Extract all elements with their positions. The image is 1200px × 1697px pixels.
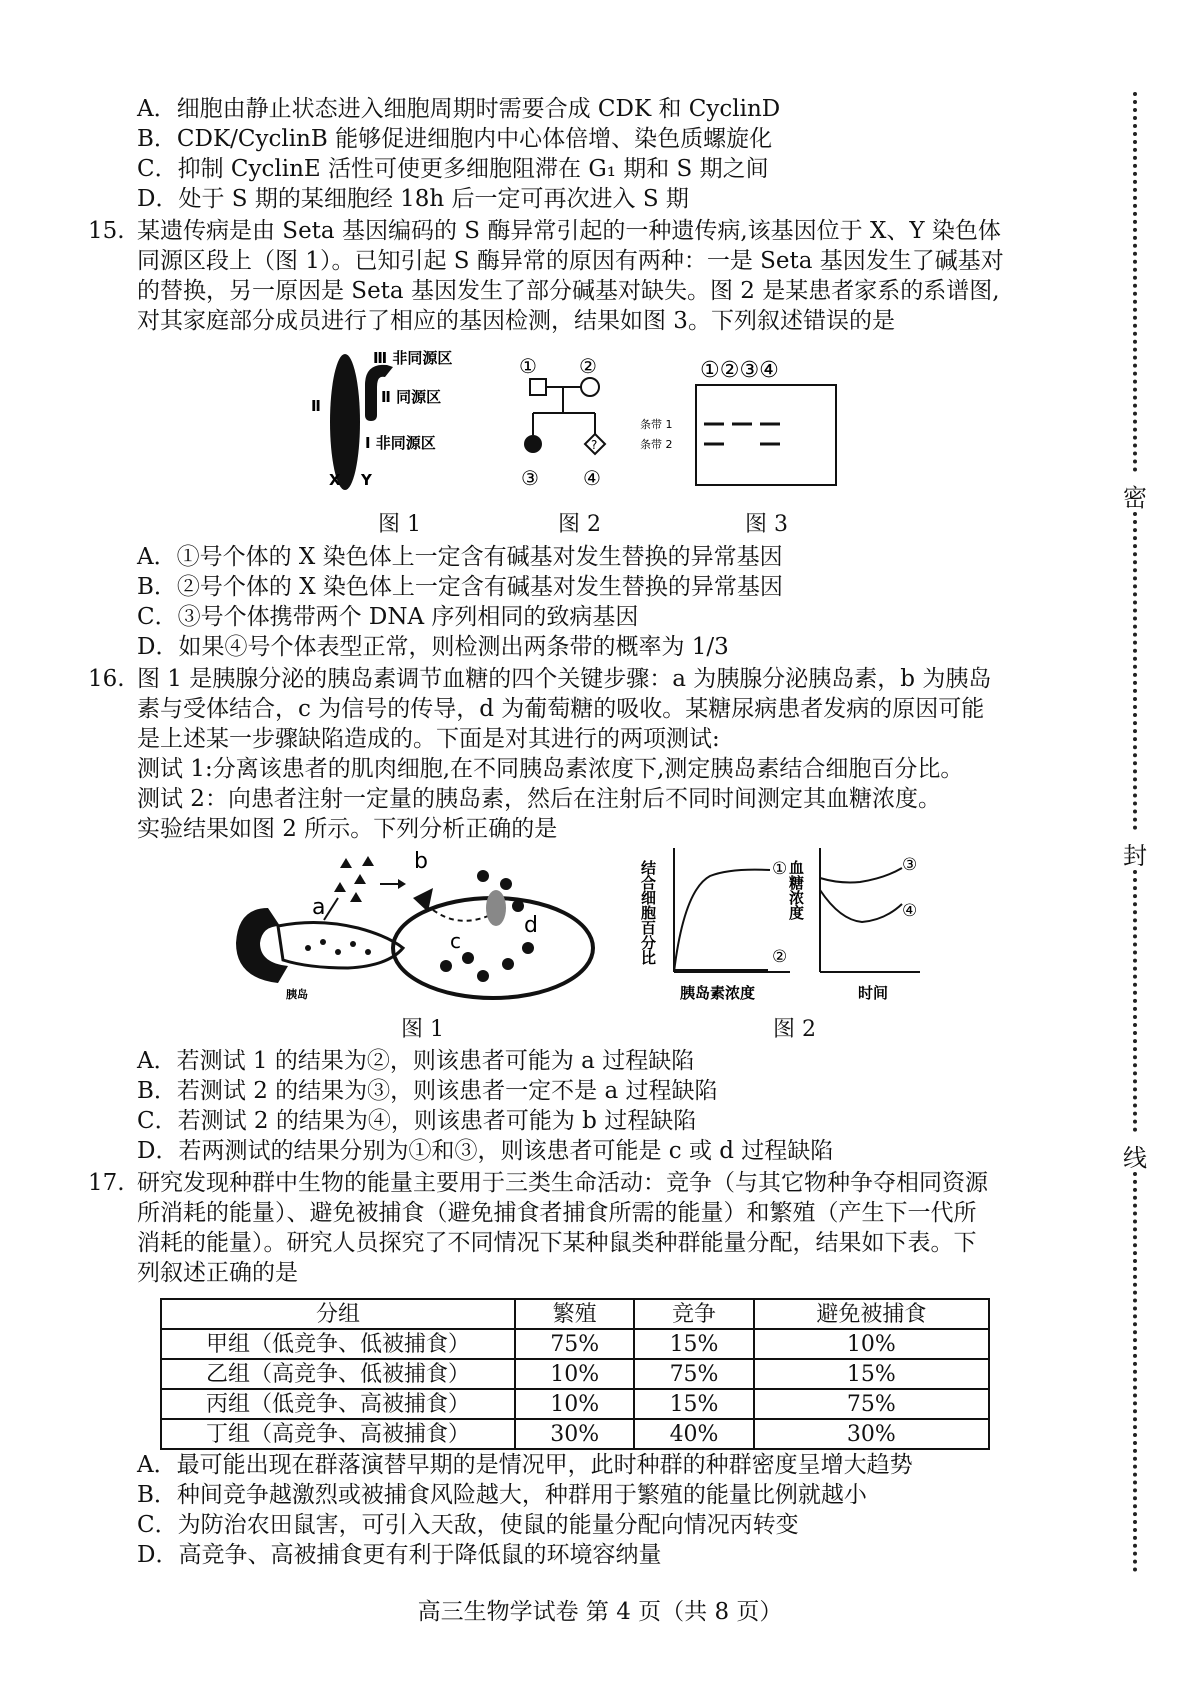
q15-fig3-gel <box>640 355 840 495</box>
q15-option-b: B．②号个体的 X 染色体上一定含有碱基对发生替换的异常基因 <box>137 574 783 600</box>
pedigree-num-2: ② <box>579 354 597 378</box>
q15-stem-2: 同源区段上（图 1）。已知引起 S 酶异常的原因有两种：一是 Seta 基因发生了碱基对 <box>137 248 1004 274</box>
table-cell: 丙组（低竞争、高被捕食） <box>161 1389 515 1419</box>
seal-char-feng: 封 <box>1123 842 1147 870</box>
right-ylabel: 血糖浓度 <box>787 860 805 920</box>
table-row <box>161 1389 989 1419</box>
x-chromosome <box>330 354 360 490</box>
table-cell: 15% <box>634 1389 753 1419</box>
pedigree-num-3: ③ <box>521 466 539 490</box>
q16-stem-5: 测试 2：向患者注射一定量的胰岛素，然后在注射后不同时间测定其血糖浓度。 <box>137 786 941 812</box>
q15-fig1-caption: 图 1 <box>378 512 421 537</box>
lane-numbers: ①②③④ <box>700 358 779 383</box>
table-cell: 乙组（高竞争、低被捕食） <box>161 1359 515 1389</box>
seal-dotted-line <box>1133 512 1141 830</box>
table-cell: 40% <box>634 1419 753 1449</box>
table-row <box>161 1359 989 1389</box>
unknown-mark: ? <box>591 438 598 452</box>
q15-stem-1: 某遗传病是由 Seta 基因编码的 S 酶异常引起的一种遗传病,该基因位于 X、Y 染色体 <box>137 218 1001 244</box>
table-cell: 15% <box>634 1329 753 1359</box>
left-curve2-label: ② <box>772 947 788 967</box>
q16-fig2-caption: 图 2 <box>773 1017 816 1042</box>
q14-option-c: C．抑制 CyclinE 活性可使更多细胞阻滞在 G₁ 期和 S 期之间 <box>137 156 769 182</box>
label-a: a <box>312 895 326 920</box>
q17-option-d: D．高竞争、高被捕食更有利于降低鼠的环境容纳量 <box>137 1542 662 1568</box>
table-header: 分组 <box>161 1299 515 1329</box>
q16-stem-2: 素与受体结合，c 为信号的传导，d 为葡萄糖的吸收。某糖尿病患者发病的原因可能 <box>137 696 985 722</box>
curve-3 <box>820 868 902 883</box>
q16-option-d: D．若两测试的结果分别为①和③，则该患者可能是 c 或 d 过程缺陷 <box>137 1138 834 1164</box>
label-x: X <box>329 471 341 489</box>
q17-stem-4: 列叙述正确的是 <box>137 1260 298 1286</box>
q17-option-b: B．种间竞争越激烈或被捕食风险越大，种群用于繁殖的能量比例就越小 <box>137 1482 867 1508</box>
q16-option-a: A．若测试 1 的结果为②，则该患者可能为 a 过程缺陷 <box>137 1048 695 1074</box>
table-cell: 10% <box>515 1359 634 1389</box>
label-pancreas: 胰岛 <box>286 988 308 1001</box>
seal-dotted-line <box>1133 1172 1141 1572</box>
table-cell: 75% <box>754 1389 989 1419</box>
pedigree-num-1: ① <box>519 354 537 378</box>
q16-option-b: B．若测试 2 的结果为③，则该患者一定不是 a 过程缺陷 <box>137 1078 718 1104</box>
left-ylabel: 结合细胞百分比 <box>639 860 657 965</box>
q17-option-a: A．最可能出现在群落演替早期的是情况甲，此时种群的种群密度呈增大趋势 <box>137 1452 913 1478</box>
q16-stem-3: 是上述某一步骤缺陷造成的。下面是对其进行的两项测试: <box>137 726 720 752</box>
table-header-row <box>161 1299 989 1329</box>
table-cell: 15% <box>754 1359 989 1389</box>
q16-stem-4: 测试 1:分离该患者的肌肉细胞,在不同胰岛素浓度下,测定胰岛素结合细胞百分比。 <box>137 756 964 782</box>
q17-number: 17. <box>88 1170 125 1196</box>
page-footer: 高三生物学试卷 第 4 页（共 8 页） <box>417 1599 783 1625</box>
curve-4 <box>820 890 902 922</box>
pedigree-num-4: ④ <box>583 466 601 490</box>
right-curve3-label: ③ <box>902 855 918 875</box>
individual-1-male <box>530 379 546 395</box>
q16-number: 16. <box>88 666 125 692</box>
q17-stem-3: 消耗的能量）。研究人员探究了不同情况下某种鼠类种群能量分配，结果如下表。下 <box>137 1230 977 1256</box>
q16-option-c: C．若测试 2 的结果为④，则该患者可能为 b 过程缺陷 <box>137 1108 697 1134</box>
insulin-molecule <box>340 858 352 868</box>
q14-option-a: A．细胞由静止状态进入细胞周期时需要合成 CDK 和 CyclinD <box>137 96 781 122</box>
label-b: b <box>414 849 428 874</box>
q15-option-c: C．③号个体携带两个 DNA 序列相同的致病基因 <box>137 604 639 630</box>
gel-frame <box>696 385 836 485</box>
q16-stem-1: 图 1 是胰腺分泌的胰岛素调节血糖的四个关键步骤：a 为胰腺分泌胰岛素，b 为胰岛 <box>137 666 992 692</box>
band-1-label: 条带 1 <box>640 418 673 431</box>
table-cell: 10% <box>754 1329 989 1359</box>
q15-number: 15. <box>88 218 125 244</box>
table-cell: 30% <box>515 1419 634 1449</box>
q16-fig1-caption: 图 1 <box>401 1017 444 1042</box>
table-cell: 30% <box>754 1419 989 1449</box>
label-c: c <box>450 929 461 953</box>
table-cell: 甲组（低竞争、低被捕食） <box>161 1329 515 1359</box>
right-xlabel: 时间 <box>858 984 889 1002</box>
pancreas-tail <box>278 922 403 968</box>
q17-stem-2: 所消耗的能量）、避免被捕食（避免捕食者捕食所需的能量）和繁殖（产生下一代所 <box>137 1200 977 1226</box>
q17-option-c: C．为防治农田鼠害，可引入天敌，使鼠的能量分配向情况丙转变 <box>137 1512 799 1538</box>
label-ii-left: Ⅱ <box>311 397 321 415</box>
seal-dotted-line <box>1133 92 1141 472</box>
table-header: 避免被捕食 <box>754 1299 989 1329</box>
q15-stem-4: 对其家庭部分成员进行了相应的基因检测，结果如图 3。下列叙述错误的是 <box>137 308 895 334</box>
q14-option-d: D．处于 S 期的某细胞经 18h 后一定可再次进入 S 期 <box>137 186 689 212</box>
q16-stem-6: 实验结果如图 2 所示。下列分析正确的是 <box>137 816 558 842</box>
table-cell: 10% <box>515 1389 634 1419</box>
individual-3-affected-female <box>524 435 542 453</box>
q15-stem-3: 的替换，另一原因是 Seta 基因发生了部分碱基对缺失。图 2 是某患者家系的系谱图, <box>137 278 1000 304</box>
label-y: Y <box>361 471 372 489</box>
q16-fig1-insulin-pathway <box>228 848 608 1008</box>
table-cell: 75% <box>634 1359 753 1389</box>
q15-fig2-pedigree <box>515 355 625 505</box>
q16-fig2-graphs <box>640 840 960 1010</box>
label-region-i: Ⅰ 非同源区 <box>365 434 436 452</box>
individual-2-female <box>581 378 599 396</box>
q15-option-a: A．①号个体的 X 染色体上一定含有碱基对发生替换的异常基因 <box>137 544 783 570</box>
q15-fig2-caption: 图 2 <box>558 512 601 537</box>
q15-fig3-caption: 图 3 <box>745 512 788 537</box>
table-header: 繁殖 <box>515 1299 634 1329</box>
label-region-iii: Ⅲ 非同源区 <box>373 349 453 367</box>
table-row <box>161 1329 989 1359</box>
table-cell: 丁组（高竞争、高被捕食） <box>161 1419 515 1449</box>
q14-option-b: B．CDK/CyclinB 能够促进细胞内中心体倍增、染色质螺旋化 <box>137 126 773 152</box>
seal-char-xian: 线 <box>1123 1144 1147 1172</box>
seal-dotted-line <box>1133 870 1141 1132</box>
energy-allocation-table <box>160 1298 990 1450</box>
left-curve1-label: ① <box>772 859 788 879</box>
q15-fig1-chromosomes <box>311 345 525 495</box>
left-xlabel: 胰岛素浓度 <box>680 984 756 1002</box>
q15-option-d: D．如果④号个体表型正常，则检测出两条带的概率为 1/3 <box>137 634 729 660</box>
label-d: d <box>524 913 538 938</box>
band-2-label: 条带 2 <box>640 438 673 451</box>
curve-1 <box>674 870 770 972</box>
table-row <box>161 1419 989 1449</box>
label-region-ii: Ⅱ 同源区 <box>381 388 442 406</box>
right-curve4-label: ④ <box>902 901 918 921</box>
seal-char-mi: 密 <box>1123 484 1147 512</box>
table-cell: 75% <box>515 1329 634 1359</box>
q17-stem-1: 研究发现种群中生物的能量主要用于三类生命活动：竞争（与其它物种争夺相同资源 <box>137 1170 988 1196</box>
table-header: 竞争 <box>634 1299 753 1329</box>
glucose-transporter <box>486 890 506 926</box>
glucose <box>477 870 489 882</box>
